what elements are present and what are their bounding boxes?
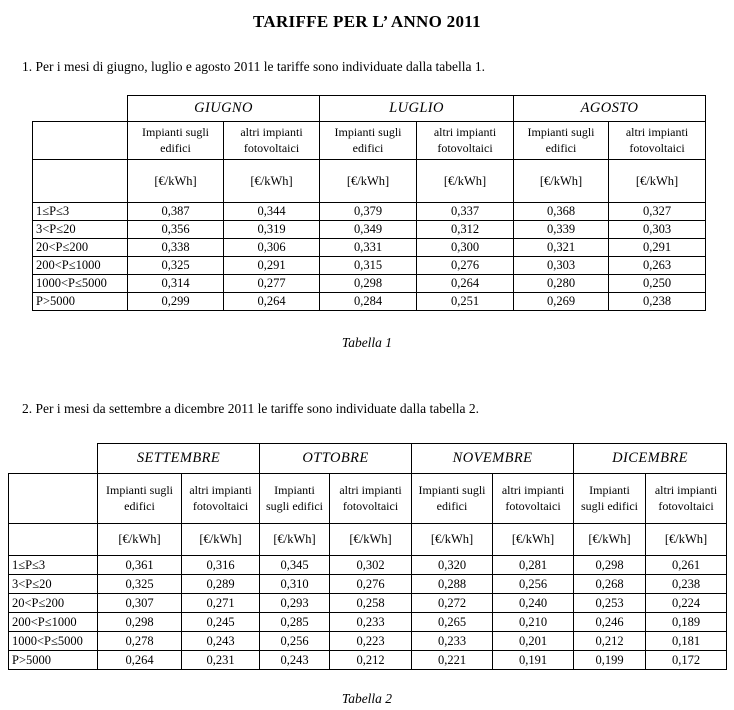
subheader-buildings: Impianti sugli edifici bbox=[574, 474, 646, 524]
tariff-value: 0,379 bbox=[320, 203, 417, 221]
tariff-value: 0,303 bbox=[514, 257, 609, 275]
tariff-value: 0,280 bbox=[514, 275, 609, 293]
table-row bbox=[33, 221, 706, 239]
power-range-label: 1000<P≤5000 bbox=[9, 632, 98, 651]
tariff-value: 0,278 bbox=[98, 632, 182, 651]
tariff-value: 0,300 bbox=[417, 239, 514, 257]
unit-cell: [€/kWh] bbox=[514, 160, 609, 203]
subheader-other-pv: altri impianti fotovoltaici bbox=[417, 122, 514, 160]
row-label-header-cell bbox=[33, 122, 128, 160]
tariff-value: 0,327 bbox=[609, 203, 706, 221]
tariff-value: 0,302 bbox=[330, 556, 412, 575]
subheader-other-pv: altri impianti fotovoltaici bbox=[182, 474, 260, 524]
power-range-label: 1≤P≤3 bbox=[9, 556, 98, 575]
table-row bbox=[33, 293, 706, 311]
subheader-buildings: Impianti sugli edifici bbox=[320, 122, 417, 160]
tariff-value: 0,307 bbox=[98, 594, 182, 613]
tariff-value: 0,233 bbox=[330, 613, 412, 632]
table-row bbox=[9, 575, 727, 594]
tariff-value: 0,310 bbox=[260, 575, 330, 594]
unit-cell: [€/kWh] bbox=[646, 524, 727, 556]
subheader-other-pv: altri impianti fotovoltaici bbox=[330, 474, 412, 524]
subheader-other-pv: altri impianti fotovoltaici bbox=[493, 474, 574, 524]
tariff-value: 0,238 bbox=[609, 293, 706, 311]
tariff-value: 0,356 bbox=[128, 221, 224, 239]
month-header: DICEMBRE bbox=[574, 444, 727, 474]
tariff-value: 0,253 bbox=[574, 594, 646, 613]
tariff-value: 0,277 bbox=[224, 275, 320, 293]
tariff-value: 0,261 bbox=[646, 556, 727, 575]
tariff-value: 0,250 bbox=[609, 275, 706, 293]
tariff-value: 0,276 bbox=[417, 257, 514, 275]
corner-cell bbox=[9, 444, 98, 474]
unit-cell: [€/kWh] bbox=[128, 160, 224, 203]
tariff-value: 0,172 bbox=[646, 651, 727, 670]
month-header: AGOSTO bbox=[514, 96, 706, 122]
tariff-value: 0,325 bbox=[128, 257, 224, 275]
tariff-value: 0,293 bbox=[260, 594, 330, 613]
tariff-value: 0,321 bbox=[514, 239, 609, 257]
tariff-value: 0,298 bbox=[98, 613, 182, 632]
tariff-value: 0,212 bbox=[330, 651, 412, 670]
month-header: SETTEMBRE bbox=[98, 444, 260, 474]
row-label-header-cell bbox=[9, 524, 98, 556]
tariff-value: 0,264 bbox=[224, 293, 320, 311]
power-range-label: 3<P≤20 bbox=[9, 575, 98, 594]
tariff-value: 0,256 bbox=[260, 632, 330, 651]
table-2-caption: Tabella 2 bbox=[341, 691, 393, 706]
power-range-label: 1000<P≤5000 bbox=[33, 275, 128, 293]
corner-cell bbox=[33, 96, 128, 122]
month-header: NOVEMBRE bbox=[412, 444, 574, 474]
tariff-value: 0,291 bbox=[224, 257, 320, 275]
unit-cell: [€/kWh] bbox=[417, 160, 514, 203]
tariff-value: 0,314 bbox=[128, 275, 224, 293]
tariff-value: 0,191 bbox=[493, 651, 574, 670]
tariff-value: 0,271 bbox=[182, 594, 260, 613]
tariff-value: 0,298 bbox=[574, 556, 646, 575]
tariff-value: 0,331 bbox=[320, 239, 417, 257]
tariff-value: 0,181 bbox=[646, 632, 727, 651]
tariff-value: 0,312 bbox=[417, 221, 514, 239]
tariff-value: 0,320 bbox=[412, 556, 493, 575]
tariff-value: 0,285 bbox=[260, 613, 330, 632]
subheader-other-pv: altri impianti fotovoltaici bbox=[609, 122, 706, 160]
tariff-value: 0,325 bbox=[98, 575, 182, 594]
subheader-buildings: Impianti sugli edifici bbox=[98, 474, 182, 524]
unit-cell: [€/kWh] bbox=[330, 524, 412, 556]
power-range-label: 20<P≤200 bbox=[33, 239, 128, 257]
unit-cell: [€/kWh] bbox=[609, 160, 706, 203]
unit-cell: [€/kWh] bbox=[182, 524, 260, 556]
subheader-other-pv: altri impianti fotovoltaici bbox=[224, 122, 320, 160]
tariff-value: 0,264 bbox=[417, 275, 514, 293]
tariff-value: 0,306 bbox=[224, 239, 320, 257]
tariff-value: 0,240 bbox=[493, 594, 574, 613]
tariff-table-june-august bbox=[32, 95, 706, 311]
unit-row bbox=[33, 160, 706, 203]
tariff-value: 0,231 bbox=[182, 651, 260, 670]
power-range-label: 20<P≤200 bbox=[9, 594, 98, 613]
unit-cell: [€/kWh] bbox=[493, 524, 574, 556]
tariff-value: 0,361 bbox=[98, 556, 182, 575]
tariff-value: 0,246 bbox=[574, 613, 646, 632]
table-row bbox=[9, 613, 727, 632]
table-row bbox=[9, 556, 727, 575]
tariff-value: 0,221 bbox=[412, 651, 493, 670]
tariff-value: 0,368 bbox=[514, 203, 609, 221]
month-header-row bbox=[9, 444, 727, 474]
tariff-value: 0,289 bbox=[182, 575, 260, 594]
unit-cell: [€/kWh] bbox=[574, 524, 646, 556]
unit-row bbox=[9, 524, 727, 556]
table-row bbox=[33, 257, 706, 275]
power-range-label: P>5000 bbox=[9, 651, 98, 670]
tariff-value: 0,199 bbox=[574, 651, 646, 670]
tariff-value: 0,212 bbox=[574, 632, 646, 651]
tariff-value: 0,299 bbox=[128, 293, 224, 311]
tariff-value: 0,281 bbox=[493, 556, 574, 575]
power-range-label: 200<P≤1000 bbox=[33, 257, 128, 275]
tariff-value: 0,315 bbox=[320, 257, 417, 275]
month-header: OTTOBRE bbox=[260, 444, 412, 474]
tariff-value: 0,265 bbox=[412, 613, 493, 632]
subheader-other-pv: altri impianti fotovoltaici bbox=[646, 474, 727, 524]
power-range-label: 3<P≤20 bbox=[33, 221, 128, 239]
tariff-value: 0,387 bbox=[128, 203, 224, 221]
tariff-value: 0,201 bbox=[493, 632, 574, 651]
power-range-label: 200<P≤1000 bbox=[9, 613, 98, 632]
subheader-buildings: Impianti sugli edifici bbox=[412, 474, 493, 524]
subheader-buildings: Impianti sugli edifici bbox=[128, 122, 224, 160]
tariff-value: 0,251 bbox=[417, 293, 514, 311]
tariff-value: 0,224 bbox=[646, 594, 727, 613]
tariff-value: 0,233 bbox=[412, 632, 493, 651]
tariff-value: 0,319 bbox=[224, 221, 320, 239]
tariff-value: 0,288 bbox=[412, 575, 493, 594]
unit-cell: [€/kWh] bbox=[224, 160, 320, 203]
tariff-value: 0,291 bbox=[609, 239, 706, 257]
table-1-caption: Tabella 1 bbox=[341, 335, 393, 350]
table-row bbox=[9, 632, 727, 651]
tariff-table-september-december bbox=[8, 443, 727, 670]
tariff-value: 0,276 bbox=[330, 575, 412, 594]
subheader-row bbox=[33, 122, 706, 160]
intro-paragraph-1: 1. Per i mesi di giugno, luglio e agosto 2011 le tariffe sono individuate dalla tabella 1. bbox=[22, 59, 486, 74]
tariff-value: 0,316 bbox=[182, 556, 260, 575]
intro-paragraph-2: 2. Per i mesi da settembre a dicembre 2011 le tariffe sono individuate dalla tabella 2. bbox=[22, 401, 479, 416]
row-label-header-cell bbox=[9, 474, 98, 524]
tariff-value: 0,269 bbox=[514, 293, 609, 311]
power-range-label: 1≤P≤3 bbox=[33, 203, 128, 221]
tariff-value: 0,349 bbox=[320, 221, 417, 239]
tariff-value: 0,268 bbox=[574, 575, 646, 594]
tariff-value: 0,272 bbox=[412, 594, 493, 613]
tariff-value: 0,344 bbox=[224, 203, 320, 221]
tariff-value: 0,345 bbox=[260, 556, 330, 575]
subheader-buildings: Impianti sugli edifici bbox=[514, 122, 609, 160]
table-row bbox=[33, 203, 706, 221]
tariff-value: 0,258 bbox=[330, 594, 412, 613]
document-page bbox=[0, 12, 734, 710]
tariff-value: 0,298 bbox=[320, 275, 417, 293]
table-row bbox=[9, 594, 727, 613]
table-row bbox=[33, 275, 706, 293]
tariff-value: 0,338 bbox=[128, 239, 224, 257]
tariff-value: 0,189 bbox=[646, 613, 727, 632]
unit-cell: [€/kWh] bbox=[320, 160, 417, 203]
tariff-value: 0,263 bbox=[609, 257, 706, 275]
month-header: LUGLIO bbox=[320, 96, 514, 122]
row-label-header-cell bbox=[33, 160, 128, 203]
tariff-value: 0,210 bbox=[493, 613, 574, 632]
subheader-buildings: Impianti sugli edifici bbox=[260, 474, 330, 524]
tariff-value: 0,243 bbox=[260, 651, 330, 670]
tariff-value: 0,243 bbox=[182, 632, 260, 651]
tariff-value: 0,339 bbox=[514, 221, 609, 239]
tariff-value: 0,223 bbox=[330, 632, 412, 651]
tariff-value: 0,256 bbox=[493, 575, 574, 594]
page-title: TARIFFE PER L’ ANNO 2011 bbox=[253, 12, 481, 31]
tariff-value: 0,303 bbox=[609, 221, 706, 239]
tariff-value: 0,284 bbox=[320, 293, 417, 311]
unit-cell: [€/kWh] bbox=[98, 524, 182, 556]
table-row bbox=[9, 651, 727, 670]
tariff-value: 0,337 bbox=[417, 203, 514, 221]
unit-cell: [€/kWh] bbox=[412, 524, 493, 556]
subheader-row bbox=[9, 474, 727, 524]
tariff-value: 0,238 bbox=[646, 575, 727, 594]
table-row bbox=[33, 239, 706, 257]
power-range-label: P>5000 bbox=[33, 293, 128, 311]
tariff-value: 0,264 bbox=[98, 651, 182, 670]
month-header-row bbox=[33, 96, 706, 122]
month-header: GIUGNO bbox=[128, 96, 320, 122]
unit-cell: [€/kWh] bbox=[260, 524, 330, 556]
tariff-value: 0,245 bbox=[182, 613, 260, 632]
